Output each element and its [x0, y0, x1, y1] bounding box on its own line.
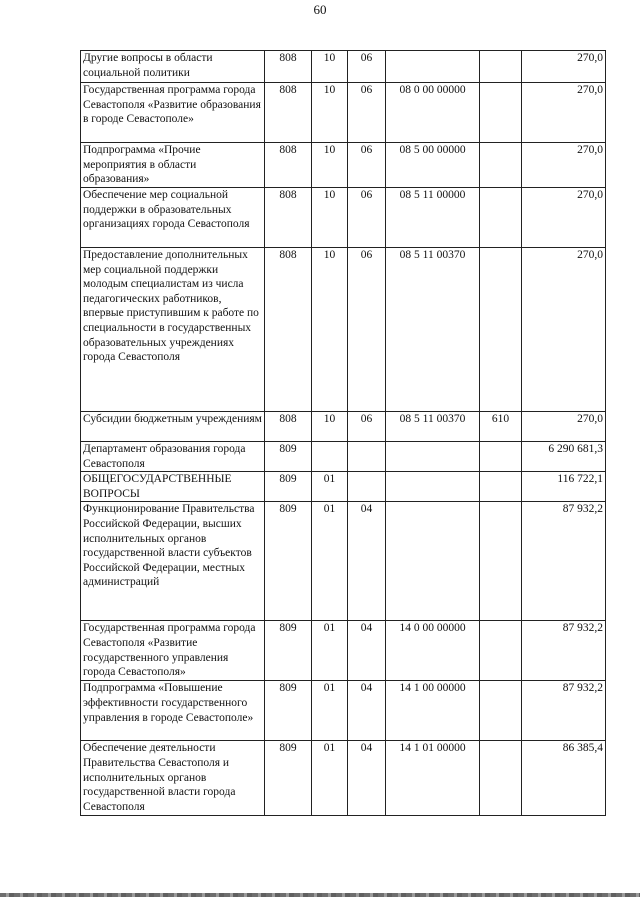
row-subsection-code: 06	[348, 188, 386, 248]
row-name: Подпрограмма «Прочие мероприятия в области образования»	[81, 143, 265, 188]
budget-table	[80, 50, 606, 816]
row-expense-type	[480, 143, 522, 188]
row-amount: 270,0	[522, 51, 606, 83]
row-ministry-code: 808	[265, 143, 312, 188]
row-amount: 87 932,2	[522, 502, 606, 621]
row-subsection-code	[348, 442, 386, 472]
row-name: ОБЩЕГОСУДАРСТВЕННЫЕ ВОПРОСЫ	[81, 472, 265, 502]
row-subsection-code: 04	[348, 502, 386, 621]
row-ministry-code: 808	[265, 83, 312, 143]
row-subsection-code: 06	[348, 51, 386, 83]
row-expense-type	[480, 502, 522, 621]
row-section-code: 01	[312, 472, 348, 502]
row-target-code	[386, 51, 480, 83]
row-amount: 270,0	[522, 188, 606, 248]
row-ministry-code: 809	[265, 472, 312, 502]
row-section-code: 10	[312, 188, 348, 248]
row-target-code: 14 1 00 00000	[386, 681, 480, 741]
row-ministry-code: 808	[265, 248, 312, 412]
row-amount: 270,0	[522, 143, 606, 188]
row-expense-type	[480, 248, 522, 412]
row-ministry-code: 809	[265, 502, 312, 621]
row-name: Субсидии бюджетным учреждениям	[81, 412, 265, 442]
table-row	[81, 472, 606, 502]
table-row	[81, 621, 606, 681]
row-amount: 86 385,4	[522, 741, 606, 816]
row-name: Подпрограмма «Повышение эффективности государственного управления в городе Севастополе»	[81, 681, 265, 741]
row-ministry-code: 809	[265, 621, 312, 681]
row-subsection-code: 04	[348, 681, 386, 741]
row-ministry-code: 809	[265, 741, 312, 816]
row-subsection-code: 04	[348, 621, 386, 681]
row-name: Другие вопросы в области социальной политики	[81, 51, 265, 83]
row-expense-type: 610	[480, 412, 522, 442]
table-row	[81, 188, 606, 248]
row-subsection-code	[348, 472, 386, 502]
row-expense-type	[480, 51, 522, 83]
scan-edge-artifact	[0, 893, 640, 897]
row-section-code: 01	[312, 621, 348, 681]
row-name: Функционирование Правительства Российской Федерации, высших исполнительных органов государственной власти субъектов Российской Федерации, местных администраций	[81, 502, 265, 621]
row-expense-type	[480, 442, 522, 472]
row-subsection-code: 06	[348, 143, 386, 188]
table-row	[81, 681, 606, 741]
row-target-code	[386, 502, 480, 621]
row-name: Департамент образования города Севастополя	[81, 442, 265, 472]
row-target-code: 08 5 00 00000	[386, 143, 480, 188]
row-expense-type	[480, 472, 522, 502]
row-ministry-code: 809	[265, 681, 312, 741]
row-expense-type	[480, 741, 522, 816]
table-row	[81, 442, 606, 472]
table-row	[81, 412, 606, 442]
row-name: Государственная программа города Севастополя «Развитие образования в городе Севастополе»	[81, 83, 265, 143]
row-section-code: 01	[312, 502, 348, 621]
row-expense-type	[480, 681, 522, 741]
row-subsection-code: 06	[348, 83, 386, 143]
row-ministry-code: 809	[265, 442, 312, 472]
row-section-code: 10	[312, 412, 348, 442]
table-row	[81, 741, 606, 816]
row-target-code	[386, 472, 480, 502]
row-target-code: 14 0 00 00000	[386, 621, 480, 681]
row-amount: 116 722,1	[522, 472, 606, 502]
row-amount: 270,0	[522, 412, 606, 442]
table-row	[81, 502, 606, 621]
row-name: Обеспечение мер социальной поддержки в образовательных организациях города Севастополя	[81, 188, 265, 248]
row-section-code: 01	[312, 681, 348, 741]
table-row	[81, 51, 606, 83]
row-amount: 87 932,2	[522, 621, 606, 681]
row-amount: 6 290 681,3	[522, 442, 606, 472]
row-section-code: 10	[312, 143, 348, 188]
row-name: Предоставление дополнительных мер социальной поддержки молодым специалистам из числа педагогических работников, впервые приступившим к работе по специальности в государственных образовательных учреждениях города Севастополя	[81, 248, 265, 412]
row-section-code	[312, 442, 348, 472]
row-name: Обеспечение деятельности Правительства Севастополя и исполнительных органов государственной власти города Севастополя	[81, 741, 265, 816]
table-row	[81, 248, 606, 412]
row-target-code	[386, 442, 480, 472]
table-row	[81, 83, 606, 143]
table-row	[81, 143, 606, 188]
row-section-code: 10	[312, 51, 348, 83]
row-subsection-code: 06	[348, 248, 386, 412]
row-target-code: 08 5 11 00370	[386, 412, 480, 442]
row-ministry-code: 808	[265, 51, 312, 83]
row-subsection-code: 04	[348, 741, 386, 816]
row-expense-type	[480, 188, 522, 248]
row-ministry-code: 808	[265, 188, 312, 248]
row-expense-type	[480, 83, 522, 143]
page-number: 60	[313, 2, 327, 17]
row-amount: 87 932,2	[522, 681, 606, 741]
row-target-code: 08 5 11 00370	[386, 248, 480, 412]
row-subsection-code: 06	[348, 412, 386, 442]
row-section-code: 10	[312, 248, 348, 412]
row-ministry-code: 808	[265, 412, 312, 442]
row-section-code: 01	[312, 741, 348, 816]
row-target-code: 14 1 01 00000	[386, 741, 480, 816]
row-target-code: 08 0 00 00000	[386, 83, 480, 143]
row-name: Государственная программа города Севастополя «Развитие государственного управления города Севастополя»	[81, 621, 265, 681]
row-amount: 270,0	[522, 83, 606, 143]
row-target-code: 08 5 11 00000	[386, 188, 480, 248]
row-amount: 270,0	[522, 248, 606, 412]
row-expense-type	[480, 621, 522, 681]
row-section-code: 10	[312, 83, 348, 143]
